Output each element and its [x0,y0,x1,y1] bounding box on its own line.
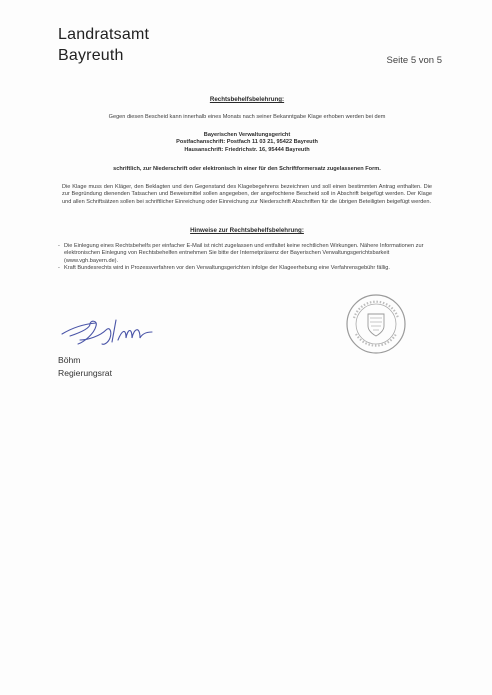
claim-requirements: Die Klage muss den Kläger, den Beklagten und den Gegenstand des Klagebegehrens bezeichnen und soll einen bestimmten Antrag enthalten. Die zur Begründung dienenden Tatsachen und Beweismittel sollen angegeben, der angefochtene Bescheid soll in Abschrift beigefügt werden. Der Klage und allen Schriftsätzen sollen bei schriftlicher Einreichung oder Einreichung zur Niederschrift Abschriften für die übrigen Beteiligten beigefügt werden. [62,184,432,205]
legal-notice-heading: Rechtsbehelfsbelehrung: [209,96,285,103]
office-name: Landratsamt [58,26,150,43]
court-postal-address: Postfachanschrift: Postfach 11 03 21, 95422 Bayreuth [176,139,318,146]
official-seal [344,292,408,356]
court-address [62,132,432,154]
signer-name: Böhm [58,355,81,365]
page-number: Seite 5 von 5 [386,55,442,66]
list-item: - Kraft Bundesrechts wird in Prozessverfahren vor den Verwaltungsgerichten infolge der Klageerhebung eine Verfahrensgebühr fällig. [58,265,390,272]
notes-list [58,243,436,273]
handwritten-signature [60,310,170,352]
signer-title: Regierungsrat [58,368,112,378]
notes-heading: Hinweise zur Rechtsbehelfsbelehrung: [190,227,304,234]
court-house-address: Hausanschrift: Friedrichstr. 16, 95444 Bayreuth [184,146,310,153]
note-text: Die Einlegung eines Rechtsbehelfs per einfacher E-Mail ist nicht zugelassen und entfaltet keine rechtlichen Wirkungen. Nähere Informationen zur elektronischen Einlegung von Rechtsbehelfen entnehmen Sie bitte der Internetpräsenz der Bayerischen Verwaltungsgerichtsbarkeit (www.vgh.bayern.de). [64,243,424,264]
note-text: Kraft Bundesrechts wird in Prozessverfahren vor den Verwaltungsgerichten infolge der Klageerhebung eine Verfahrensgebühr fällig. [64,265,390,272]
list-item: - Die Einlegung eines Rechtsbehelfs per einfacher E-Mail ist nicht zugelassen und entfaltet keine rechtlichen Wirkungen. Nähere Informationen zur elektronischen Einlegung von Rechtsbehelfen entnehmen Sie bitte der Internetpräsenz der Bayerischen Verwaltungsgerichtsbarkeit (www.vgh.bayern.de). [58,243,436,265]
office-city: Bayreuth [58,47,124,64]
legal-notice-intro: Gegen diesen Bescheid kann innerhalb eines Monats nach seiner Bekanntgabe Klage erhoben werden bei dem [108,114,386,120]
form-requirement: schriftlich, zur Niederschrift oder elektronisch in einer für den Schriftformersatz zugelassenen Form. [113,166,381,172]
court-name: Bayerischen Verwaltungsgericht [203,132,291,138]
